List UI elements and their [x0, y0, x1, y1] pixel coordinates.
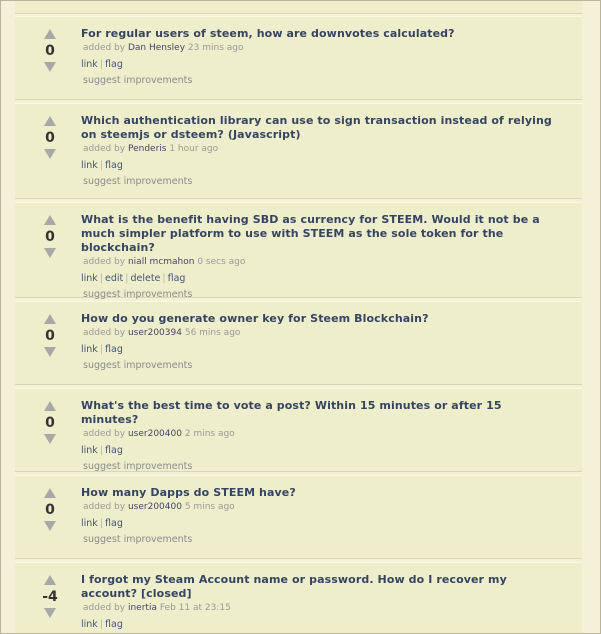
author-link[interactable]: Penderis: [127, 144, 167, 154]
downvote-arrow-icon[interactable]: [44, 248, 56, 258]
vote-score: 0: [45, 502, 55, 518]
flag-link[interactable]: flag: [105, 160, 123, 171]
question-title-link[interactable]: For regular users of steem, how are downvotes calculated?: [81, 27, 455, 40]
upvote-arrow-icon[interactable]: [44, 29, 56, 39]
question-title-link[interactable]: I forgot my Steam Account name or password. How do I recover my account? [closed]: [81, 573, 507, 600]
upvote-arrow-icon[interactable]: [44, 488, 56, 498]
question-content: [81, 213, 562, 301]
action-links: [81, 273, 562, 285]
link-separator: |: [99, 344, 104, 355]
link-separator: |: [99, 518, 104, 529]
question-meta: [83, 143, 562, 155]
question-item: [15, 16, 582, 100]
vote-controls: [37, 575, 63, 618]
question-title-link[interactable]: Which authentication library can use to sign transaction instead of relying on steemjs or dsteem? (Javascript): [81, 114, 552, 141]
action-links: [81, 445, 562, 457]
question-meta: [83, 501, 562, 513]
posted-time: Feb 11 at 23:15: [159, 603, 231, 613]
downvote-arrow-icon[interactable]: [44, 434, 56, 444]
suggest-improvements-link[interactable]: suggest improvements: [83, 534, 193, 545]
added-by-label: added by: [83, 144, 126, 154]
suggest-improvements-link[interactable]: suggest improvements: [83, 360, 193, 371]
downvote-arrow-icon[interactable]: [44, 149, 56, 159]
downvote-arrow-icon[interactable]: [44, 608, 56, 618]
downvote-arrow-icon[interactable]: [44, 521, 56, 531]
downvote-arrow-icon[interactable]: [44, 62, 56, 72]
author-link[interactable]: user200400: [127, 502, 182, 512]
link-separator: |: [99, 59, 104, 70]
question-content: [81, 486, 562, 546]
question-meta: [83, 602, 562, 614]
question-title-link[interactable]: How do you generate owner key for Steem Blockchain?: [81, 312, 429, 325]
question-list: [15, 16, 582, 634]
author-link[interactable]: user200400: [127, 429, 182, 439]
added-by-label: added by: [83, 328, 126, 338]
upvote-arrow-icon[interactable]: [44, 314, 56, 324]
question-content: [81, 27, 562, 87]
posted-time: 2 mins ago: [184, 429, 235, 439]
added-by-label: added by: [83, 257, 126, 267]
link-link[interactable]: link: [81, 160, 98, 171]
link-separator: |: [99, 619, 104, 630]
flag-link[interactable]: flag: [105, 59, 123, 70]
added-by-label: added by: [83, 429, 126, 439]
downvote-arrow-icon[interactable]: [44, 347, 56, 357]
vote-score: 0: [45, 415, 55, 431]
suggest-improvements-link[interactable]: suggest improvements: [83, 176, 193, 187]
link-separator: |: [125, 273, 129, 284]
posted-time: 56 mins ago: [184, 328, 241, 338]
link-link[interactable]: link: [81, 273, 98, 284]
question-content: [81, 312, 562, 372]
link-link[interactable]: link: [81, 445, 98, 456]
vote-controls: [37, 314, 63, 357]
link-link[interactable]: link: [81, 619, 98, 630]
link-link[interactable]: link: [81, 344, 98, 355]
link-separator: |: [99, 160, 104, 171]
vote-score: 0: [45, 229, 55, 245]
question-item: [15, 301, 582, 385]
link-link[interactable]: link: [81, 518, 98, 529]
question-content: [81, 399, 562, 473]
vote-score: 0: [45, 43, 55, 59]
added-by-label: added by: [83, 43, 126, 53]
upvote-arrow-icon[interactable]: [44, 215, 56, 225]
action-links: [81, 518, 562, 530]
vote-score: -4: [42, 589, 58, 605]
vote-score: 0: [45, 130, 55, 146]
link-separator: |: [99, 445, 104, 456]
upvote-arrow-icon[interactable]: [44, 401, 56, 411]
link-link[interactable]: link: [81, 59, 98, 70]
question-meta: [83, 327, 562, 339]
vote-score: 0: [45, 328, 55, 344]
link-separator: |: [99, 273, 104, 284]
action-links: [81, 160, 562, 172]
posted-time: 5 mins ago: [184, 502, 235, 512]
question-item: [15, 103, 582, 199]
suggest-improvements-link[interactable]: suggest improvements: [83, 289, 193, 300]
question-content: [81, 573, 562, 634]
link-separator: |: [162, 273, 166, 284]
flag-link[interactable]: flag: [167, 273, 186, 284]
upvote-arrow-icon[interactable]: [44, 116, 56, 126]
vote-controls: [37, 29, 63, 72]
edit-link[interactable]: edit: [105, 273, 124, 284]
author-link[interactable]: user200394: [127, 328, 182, 338]
vote-controls: [37, 488, 63, 531]
flag-link[interactable]: flag: [105, 445, 123, 456]
posted-time: 0 secs ago: [197, 257, 246, 267]
upvote-arrow-icon[interactable]: [44, 575, 56, 585]
question-title-link[interactable]: How many Dapps do STEEM have?: [81, 486, 296, 499]
flag-link[interactable]: flag: [105, 344, 123, 355]
question-meta: [83, 428, 562, 440]
author-link[interactable]: niall mcmahon: [127, 257, 195, 267]
question-meta: [83, 42, 562, 54]
question-title-link[interactable]: What is the benefit having SBD as currency for STEEM. Would it not be a much simpler platform to use with STEEM as the sole token for the blockchain?: [81, 213, 540, 254]
question-item: [15, 202, 582, 298]
suggest-improvements-link[interactable]: suggest improvements: [83, 75, 193, 86]
question-meta: [83, 256, 562, 268]
question-title-link[interactable]: What's the best time to vote a post? Within 15 minutes or after 15 minutes?: [81, 399, 502, 426]
added-by-label: added by: [83, 603, 126, 613]
vote-controls: [37, 401, 63, 444]
action-links: [81, 59, 562, 71]
vote-controls: [37, 215, 63, 258]
vote-controls: [37, 116, 63, 159]
action-links: [81, 619, 562, 631]
question-item: [15, 388, 582, 472]
question-item: [15, 475, 582, 559]
author-link[interactable]: inertia: [127, 603, 157, 613]
flag-link[interactable]: flag: [105, 619, 123, 630]
previous-item-edge: [15, 1, 582, 14]
question-content: [81, 114, 562, 188]
added-by-label: added by: [83, 502, 126, 512]
posted-time: 23 mins ago: [187, 43, 244, 53]
posted-time: 1 hour ago: [169, 144, 219, 154]
author-link[interactable]: Dan Hensley: [127, 43, 186, 53]
question-item: [15, 562, 582, 634]
suggest-improvements-link[interactable]: suggest improvements: [83, 461, 193, 472]
flag-link[interactable]: flag: [105, 518, 123, 529]
action-links: [81, 344, 562, 356]
delete-link[interactable]: delete: [130, 273, 161, 284]
